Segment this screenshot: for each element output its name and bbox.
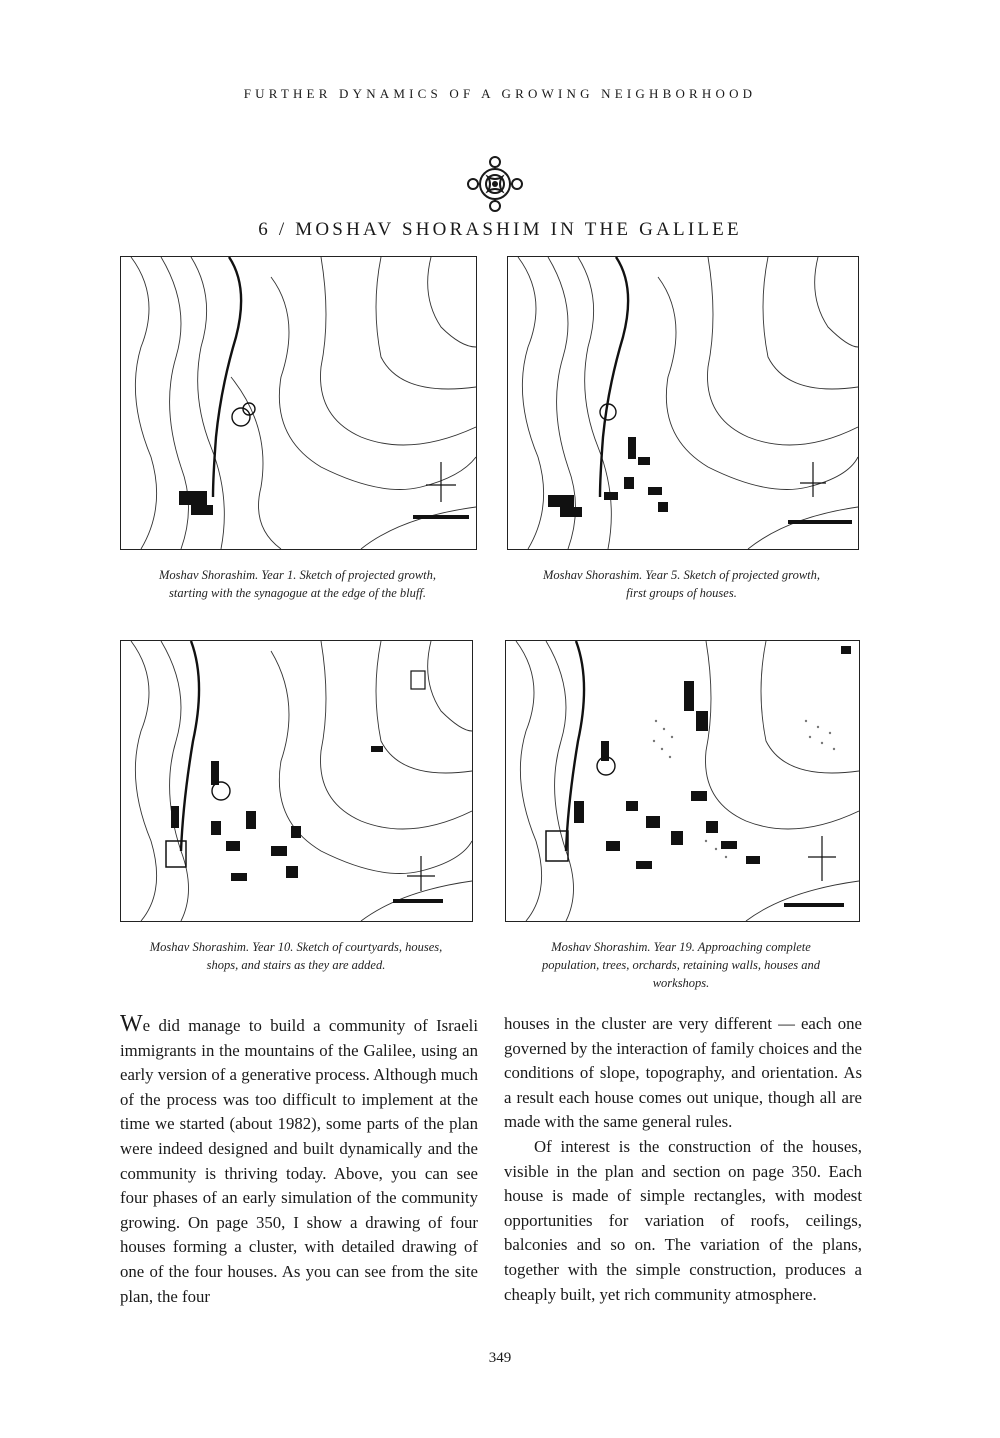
site-plan-year-10 xyxy=(120,640,473,922)
section-title: 6 / MOSHAV SHORASHIM IN THE GALILEE xyxy=(258,219,742,240)
figure-caption-year-10 xyxy=(112,938,480,974)
caption-line: Moshav Shorashim. Year 1. Sketch of projected growth, xyxy=(158,568,437,582)
caption-line: Moshav Shorashim. Year 19. Approaching complete xyxy=(551,940,811,954)
drop-cap: W xyxy=(120,1011,143,1037)
caption-line: Moshav Shorashim. Year 10. Sketch of courtyards, houses, xyxy=(149,940,443,954)
site-plan-year-19 xyxy=(505,640,860,922)
caption-line: population, trees, orchards, retaining walls, houses and xyxy=(541,958,820,972)
ornament-icon xyxy=(466,155,524,213)
paragraph-text: e did manage to build a community of Israeli immigrants in the mountains of the Galilee, using an early version of a generative process. Although much of the process was too difficult to implement at the time we started (about 1982), some parts of the plan were indeed designed and built dynamically and the community is thriving today. Above, you can see four phases of an early simulation of the community growing. On page 350, I show a drawing of four houses forming a cluster, with detailed drawing of one of the four houses. As you can see from the site plan, the four xyxy=(120,1016,478,1306)
body-paragraph: houses in the cluster are very different — each one governed by the interaction of family choices and the conditions of slope, topography, and orientation. As a result each house comes out unique, though all are made with the same general rules. xyxy=(504,1014,862,1132)
caption-line: Moshav Shorashim. Year 5. Sketch of projected growth, xyxy=(542,568,821,582)
caption-line: first groups of houses. xyxy=(626,586,737,600)
body-paragraph: Of interest is the construction of the houses, visible in the plan and section on page 350. Each house is made of simple rectangles, with modest opportunities for variation of roofs, ceilings, balconies and so on. The variation of the plans, together with the simple construction, produces a cheaply built, yet rich community atmosphere. xyxy=(504,1136,862,1304)
caption-line: starting with the synagogue at the edge of the bluff. xyxy=(169,586,426,600)
running-head: FURTHER DYNAMICS OF A GROWING NEIGHBORHOOD xyxy=(243,86,757,101)
caption-line: shops, and stairs as they are added. xyxy=(206,958,386,972)
page-number: 349 xyxy=(488,1350,512,1366)
body-paragraph xyxy=(120,1012,478,1309)
figure-caption-year-19 xyxy=(500,938,862,992)
body-column-left xyxy=(120,1012,478,1309)
figure-caption-year-5 xyxy=(504,566,859,602)
site-plan-year-5 xyxy=(507,256,859,550)
site-plan-year-1 xyxy=(120,256,477,550)
body-column-right xyxy=(504,1012,862,1307)
caption-line: workshops. xyxy=(652,976,710,990)
figure-caption-year-1 xyxy=(120,566,475,602)
